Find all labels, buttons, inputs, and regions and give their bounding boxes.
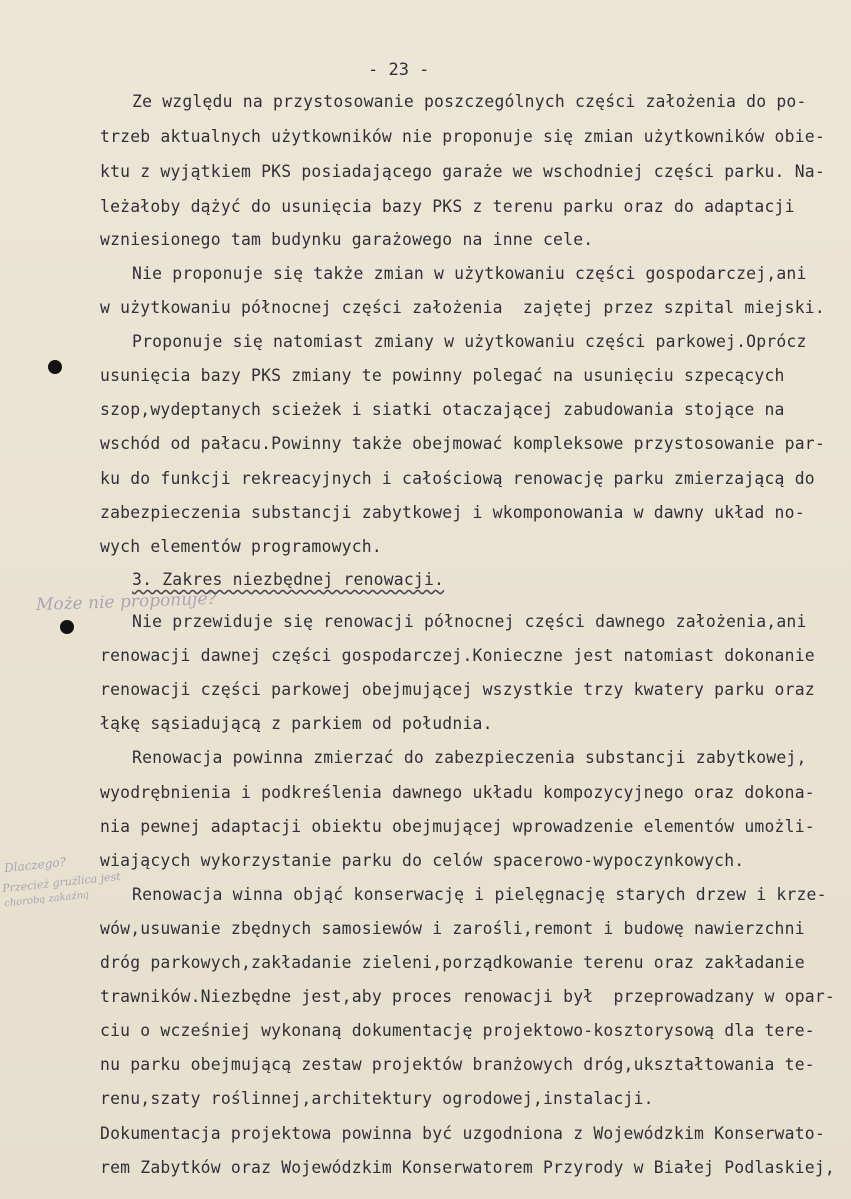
text-line: wych elementów programowych.: [100, 537, 382, 556]
text-line: wzniesionego tam budynku garażowego na inne cele.: [100, 230, 594, 249]
punch-hole-bottom: [60, 620, 74, 634]
text-line: wów,usuwanie zbędnych samosiewów i zarośli,remont i budowę nawierzchni: [100, 919, 805, 938]
text-line: renowacji dawnej części gospodarczej.Konieczne jest natomiast dokonanie: [100, 646, 815, 665]
text-line: renu,szaty roślinnej,architektury ogrodowej,instalacji.: [100, 1089, 654, 1108]
margin-note: Dlaczego?: [3, 854, 67, 876]
text-line: nu parku obejmującą zestaw projektów branżowych dróg,ukształtowania te-: [100, 1055, 815, 1074]
text-line: łąkę sąsiadującą z parkiem od południa.: [100, 714, 493, 733]
text-line: Proponuje się natomiast zmiany w użytkowaniu części parkowej.Oprócz: [132, 332, 807, 351]
text-line: rem Zabytków oraz Wojewódzkim Konserwatorem Przyrody w Białej Podlaskiej,: [100, 1158, 835, 1177]
text-line: ku do funkcji rekreacyjnych i całościową renowację parku zmierzającą do: [100, 469, 815, 488]
punch-hole-top: [48, 360, 62, 374]
text-line: Renowacja winna objąć konserwację i pielęgnację starych drzew i krze-: [132, 885, 827, 904]
text-line: Renowacja powinna zmierzać do zabezpieczenia substancji zabytkowej,: [132, 748, 807, 767]
text-line: Nie proponuje się także zmian w użytkowaniu części gospodarczej,ani: [132, 264, 807, 283]
text-line: szop,wydeptanych scieżek i siatki otaczającej zabudowania stojące na: [100, 400, 785, 419]
section-heading: 3. Zakres niezbędnej renowacji.: [132, 570, 445, 589]
page-number: - 23 -: [368, 60, 430, 80]
text-line: zabezpieczenia substancji zabytkowej i wkomponowania w dawny układ no-: [100, 503, 805, 522]
text-line: nia pewnej adaptacji obiektu obejmującej wprowadzenie elementów umożli-: [100, 817, 815, 836]
text-line: wiających wykorzystanie parku do celów spacerowo-wypoczynkowych.: [100, 851, 745, 870]
text-line: Nie przewiduje się renowacji północnej części dawnego założenia,ani: [132, 612, 807, 631]
text-line: leżałoby dążyć do usunięcia bazy PKS z terenu parku oraz do adaptacji: [100, 197, 795, 216]
margin-note: Może nie proponuje?: [35, 588, 217, 616]
text-line: ktu z wyjątkiem PKS posiadającego garaże we wschodniej części parku. Na-: [100, 162, 825, 181]
text-line: trzeb aktualnych użytkowników nie proponuje się zmian użytkowników obie-: [100, 127, 825, 146]
text-line: dróg parkowych,zakładanie zieleni,porządkowanie terenu oraz zakładanie: [100, 953, 805, 972]
text-line: renowacji części parkowej obejmującej wszystkie trzy kwatery parku oraz: [100, 680, 815, 699]
text-line: Ze względu na przystosowanie poszczególnych części założenia do po-: [132, 92, 807, 111]
text-line: usunięcia bazy PKS zmiany te powinny polegać na usunięciu szpecących: [100, 366, 785, 385]
margin-note: Przecież gruźlica jest: [1, 869, 122, 896]
text-line: wschód od pałacu.Powinny także obejmować kompleksowe przystosowanie par-: [100, 434, 825, 453]
text-line: trawników.Niezbędne jest,aby proces renowacji był przeprowadzany w opar-: [100, 987, 835, 1006]
margin-note: chorobą zakaźną: [3, 889, 90, 910]
text-line: ciu o wcześniej wykonaną dokumentację projektowo-kosztorysową dla tere-: [100, 1021, 815, 1040]
text-line: w użytkowaniu północnej części założenia zajętej przez szpital miejski.: [100, 298, 825, 317]
text-line: Dokumentacja projektowa powinna być uzgodniona z Wojewódzkim Konserwato-: [100, 1124, 825, 1143]
text-line: wyodrębnienia i podkreślenia dawnego układu kompozycyjnego oraz dokona-: [100, 783, 815, 802]
